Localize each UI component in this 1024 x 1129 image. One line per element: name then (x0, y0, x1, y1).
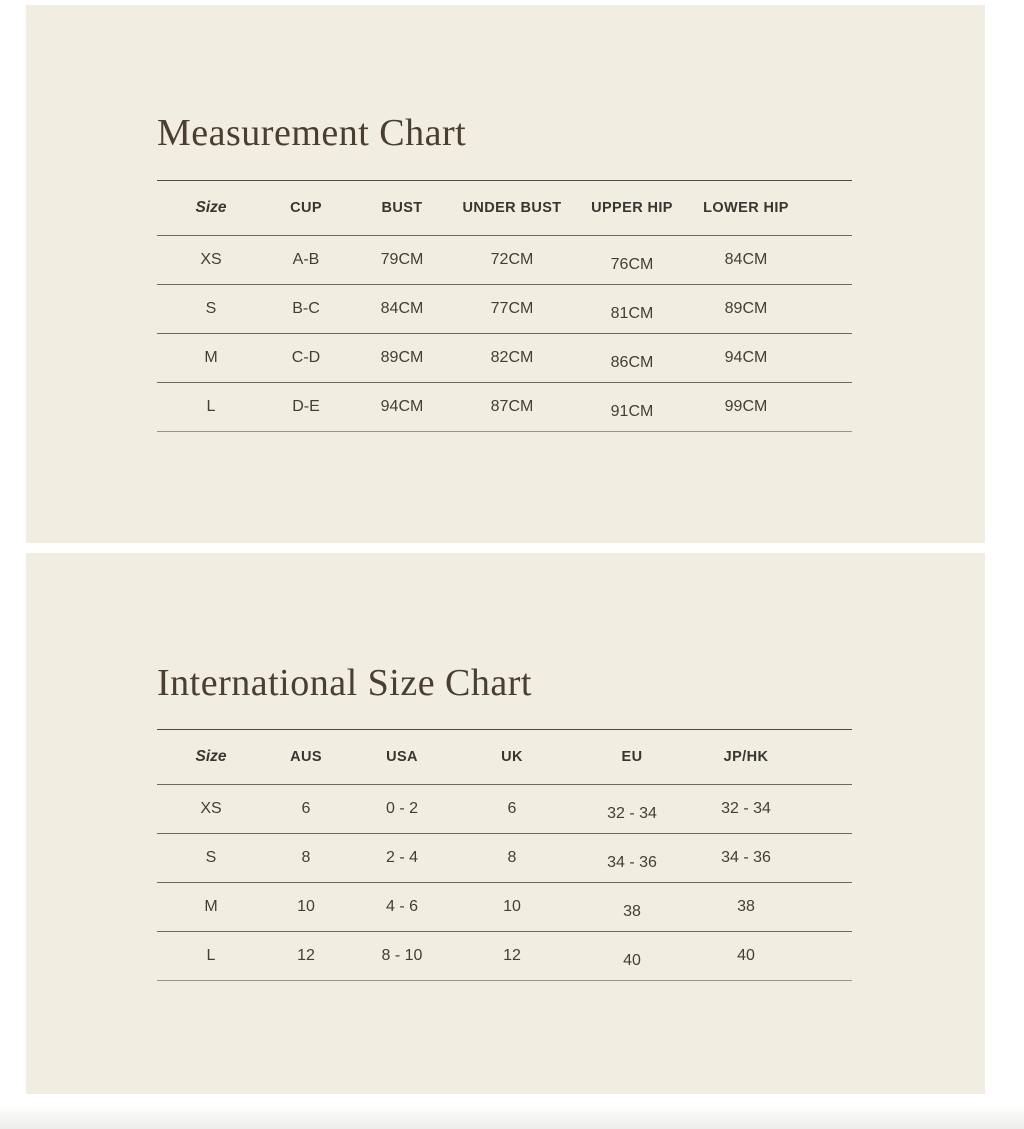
table-cell: 32 - 34 (721, 800, 771, 817)
table-cell: L (206, 398, 216, 415)
table-cell: 12 (503, 947, 521, 964)
column-header: EU (621, 749, 643, 765)
table-cell: 77CM (490, 300, 534, 317)
table-cell: 94CM (724, 349, 768, 366)
table-cell: 32 - 34 (607, 805, 657, 822)
table-cell: 79CM (380, 251, 424, 268)
table-row (157, 833, 852, 882)
table-row (157, 333, 852, 382)
column-header: Size (195, 199, 227, 216)
table-cell: 6 (301, 800, 311, 817)
table-cell: M (204, 898, 218, 915)
table-cell: S (205, 849, 217, 866)
table-row (157, 235, 852, 284)
table-cell: M (204, 349, 218, 366)
table-cell: 40 (623, 952, 641, 969)
column-header: UNDER BUST (462, 200, 562, 216)
international-size-chart-title: International Size Chart (157, 662, 532, 704)
table-cell: 10 (297, 898, 315, 915)
table-cell: 12 (297, 947, 315, 964)
table-cell: 94CM (380, 398, 424, 415)
column-header: Size (195, 748, 227, 765)
table-cell: B-C (292, 300, 320, 317)
column-header: USA (386, 749, 418, 765)
table-cell: 84CM (380, 300, 424, 317)
page-bottom-fade (0, 1105, 1024, 1129)
table-cell: 81CM (610, 305, 654, 322)
table-cell: 0 - 2 (385, 800, 418, 817)
table-cell: XS (200, 251, 222, 268)
measurement-chart-title: Measurement Chart (157, 112, 467, 154)
table-cell: 38 (737, 898, 755, 915)
table-cell: A-B (292, 251, 320, 268)
international-size-chart-table (157, 729, 852, 981)
table-cell: 34 - 36 (721, 849, 771, 866)
table-cell: 2 - 4 (385, 849, 418, 866)
table-cell: 84CM (724, 251, 768, 268)
column-header: AUS (290, 749, 322, 765)
measurement-chart-table (157, 180, 852, 432)
table-cell: 10 (503, 898, 521, 915)
column-header: LOWER HIP (703, 200, 789, 216)
table-cell: 40 (737, 947, 755, 964)
table-header-row (157, 180, 852, 235)
table-cell: D-E (292, 398, 320, 415)
table-row (157, 382, 852, 431)
table-cell: 89CM (724, 300, 768, 317)
column-header: UK (501, 749, 523, 765)
table-cell: 8 - 10 (381, 947, 423, 964)
column-header: BUST (381, 200, 423, 216)
table-cell: 99CM (724, 398, 768, 415)
measurement-chart-panel (26, 5, 985, 543)
table-cell: 89CM (380, 349, 424, 366)
table-cell: 86CM (610, 354, 654, 371)
table-row (157, 931, 852, 980)
table-cell: 87CM (490, 398, 534, 415)
table-cell: 38 (623, 903, 641, 920)
table-cell: 6 (507, 800, 517, 817)
table-cell: 82CM (490, 349, 534, 366)
table-cell: 76CM (610, 256, 654, 273)
table-header-row (157, 729, 852, 784)
column-header: UPPER HIP (591, 200, 673, 216)
table-cell: L (206, 947, 216, 964)
table-row (157, 784, 852, 833)
table-cell: 8 (301, 849, 311, 866)
column-header: JP/HK (723, 749, 769, 765)
table-cell: 8 (507, 849, 517, 866)
table-cell: 4 - 6 (385, 898, 418, 915)
table-row (157, 882, 852, 931)
table-cell: 91CM (610, 403, 654, 420)
table-row (157, 284, 852, 333)
table-cell: S (205, 300, 217, 317)
table-cell: C-D (291, 349, 321, 366)
column-header: CUP (290, 200, 322, 216)
table-cell: 72CM (490, 251, 534, 268)
table-cell: XS (200, 800, 222, 817)
international-size-chart-panel (26, 553, 985, 1094)
table-cell: 34 - 36 (607, 854, 657, 871)
